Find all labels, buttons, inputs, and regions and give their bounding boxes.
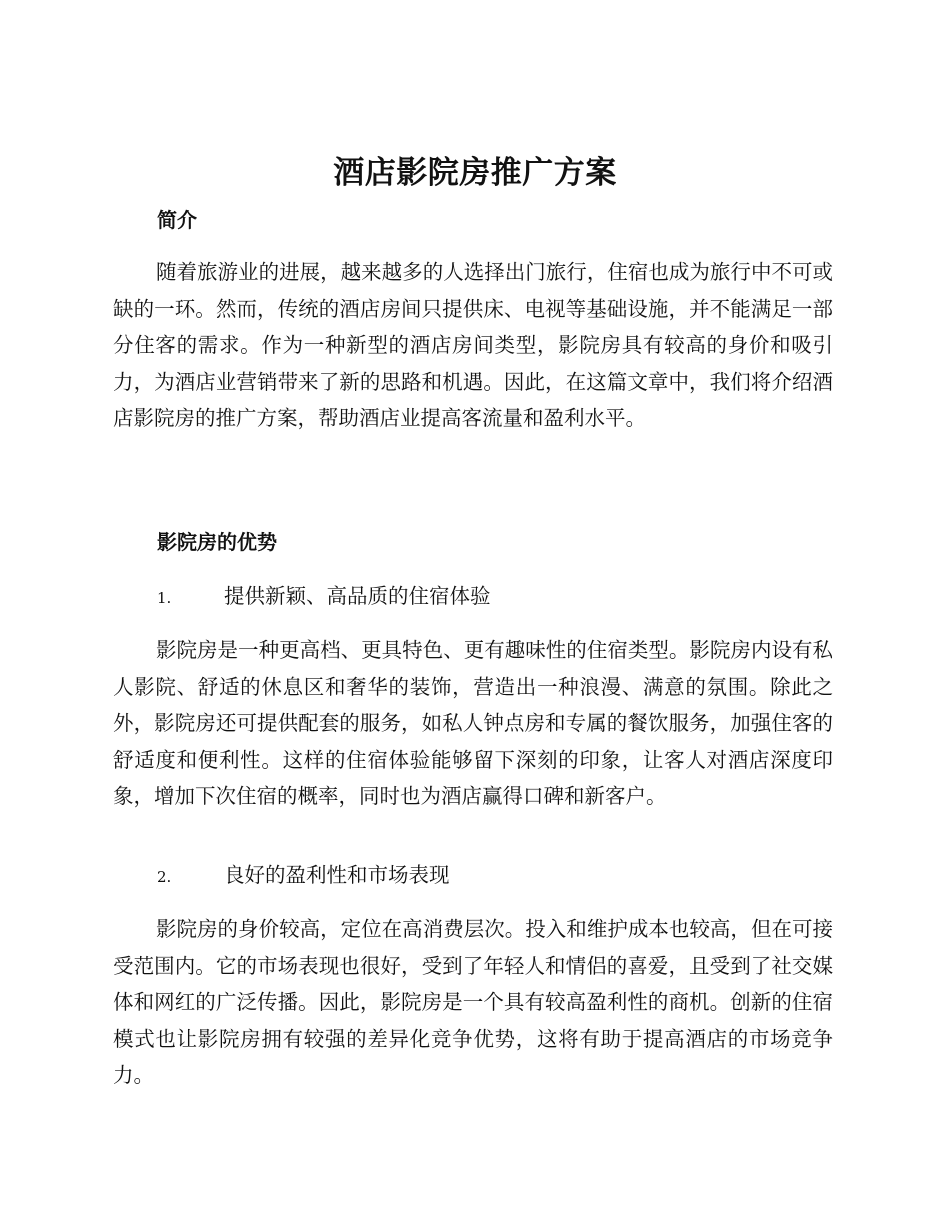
intro-paragraph: 随着旅游业的进展，越来越多的人选择出门旅行，住宿也成为旅行中不可或缺的一环。然而，传统的酒店房间只提供床、电视等基础设施，并不能满足一部分住客的需求。作为一种新型的酒店房间类型，影院房具有较高的身价和吸引力，为酒店业营销带来了新的思路和机遇。因此，在这篇文章中，我们将介绍酒店影院房的推广方案，帮助酒店业提高客流量和盈利水平。 — [113, 260, 833, 431]
list-number: 2. — [157, 868, 172, 886]
list-item-title: 提供新颖、高品质的住宿体验 — [224, 584, 491, 608]
section-heading-intro: 简介 — [157, 208, 197, 232]
document-title: 酒店影院房推广方案 — [333, 155, 617, 191]
advantage-2-paragraph: 影院房的身价较高，定位在高消费层次。投入和维护成本也较高，但在可接受范围内。它的市场表现也很好，受到了年轻人和情侣的喜爱，且受到了社交媒体和网红的广泛传播。因此，影院房是一个具有较高盈利性的商机。创新的住宿模式也让影院房拥有较强的差异化竞争优势，这将有助于提高酒店的市场竞争力。 — [113, 917, 833, 1088]
list-item-1 — [157, 581, 491, 613]
list-number: 1. — [157, 589, 172, 607]
section-heading-advantages: 影院房的优势 — [157, 530, 277, 554]
list-item-2 — [157, 860, 450, 892]
list-item-title: 良好的盈利性和市场表现 — [224, 863, 450, 887]
advantage-1-paragraph: 影院房是一种更高档、更具特色、更有趣味性的住宿类型。影院房内设有私人影院、舒适的休息区和奢华的装饰，营造出一种浪漫、满意的氛围。除此之外，影院房还可提供配套的服务，如私人钟点房和专属的餐饮服务，加强住客的舒适度和便利性。这样的住宿体验能够留下深刻的印象，让客人对酒店深度印象，增加下次住宿的概率，同时也为酒店赢得口碑和新客户。 — [113, 638, 833, 809]
